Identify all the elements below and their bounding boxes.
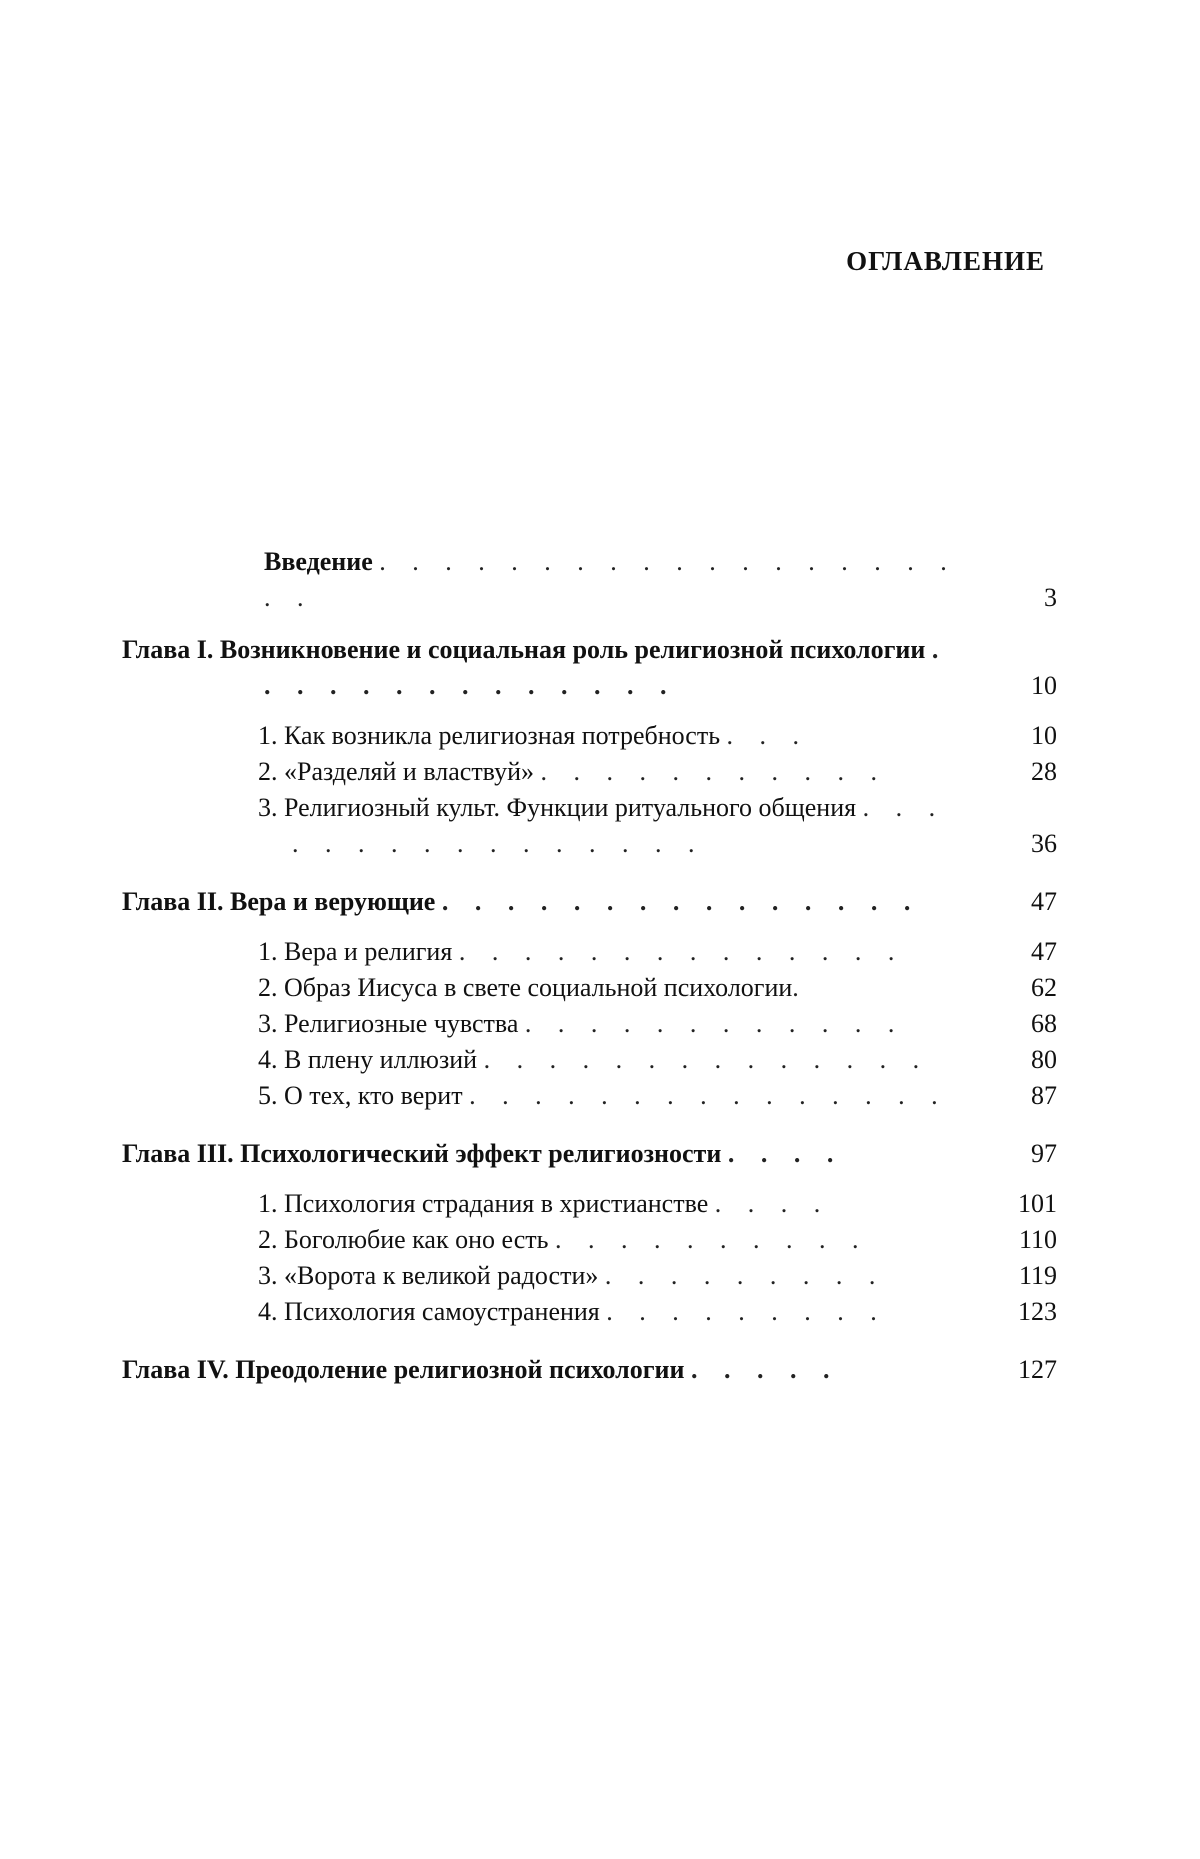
- section-title: 4. В плену иллюзий: [258, 1045, 478, 1074]
- page-number: 10: [1031, 721, 1057, 750]
- leader-dots: . . . . . . . . . .: [554, 1225, 869, 1254]
- page-number: 10: [1031, 671, 1057, 700]
- toc-section: [122, 1042, 1057, 1078]
- section-title: 2. Образ Иисуса в свете социальной психологии: [258, 973, 793, 1002]
- leader-dots: . . . . . . . . . . . . . . .: [441, 887, 921, 916]
- leader-dots: . . . .: [714, 1189, 831, 1218]
- chapter-title: Вера и верующие: [229, 887, 436, 916]
- section-title: 1. Психология страдания в христианстве: [258, 1189, 709, 1218]
- page-number: 127: [1018, 1355, 1057, 1384]
- page-number: 97: [1031, 1139, 1057, 1168]
- chapter-label: Глава II.: [122, 887, 224, 916]
- leader-dots: . . . . . . . . . . . . . .: [458, 937, 905, 966]
- toc-chapter-2: [122, 884, 1057, 920]
- chapter-title: Психологический эффект религиозности: [240, 1139, 722, 1168]
- page-number: 68: [1031, 1009, 1057, 1038]
- toc-chapter-3: [122, 1136, 1057, 1172]
- toc-section: [122, 1294, 1057, 1330]
- section-title: 2. «Разделяй и властвуй»: [258, 757, 534, 786]
- page-number: 87: [1031, 1081, 1057, 1110]
- leader-dots: . . . . . . . . . . . . . . . . . . . .: [264, 547, 957, 612]
- chapter-label: Глава III.: [122, 1139, 234, 1168]
- section-title: 3. Религиозный культ. Функции ритуального общения: [258, 793, 857, 822]
- page-number: 119: [1018, 1261, 1057, 1290]
- leader-dots: . . . . . . . . . . . .: [524, 1009, 905, 1038]
- leader-dots: . . .: [726, 721, 810, 750]
- section-title: 3. «Ворота к великой радости»: [258, 1261, 599, 1290]
- section-title: 3. Религиозные чувства: [258, 1009, 519, 1038]
- entry-title: Введение: [264, 547, 373, 576]
- toc-section: [122, 1006, 1057, 1042]
- leader-dots: .: [792, 973, 809, 1002]
- section-title: 2. Боголюбие как оно есть: [258, 1225, 549, 1254]
- page-number: 110: [1018, 1225, 1057, 1254]
- leader-dots: . . . . . . . . . . . . . . . .: [292, 793, 946, 858]
- toc-section: [122, 1222, 1057, 1258]
- page-number: 28: [1031, 757, 1057, 786]
- leader-dots: . . . . .: [690, 1355, 840, 1384]
- toc-section: [122, 754, 1057, 790]
- chapter-title: Возникновение и социальная роль религиозной психологии: [219, 635, 926, 664]
- leader-dots: . . . . . . . . . . . . . .: [483, 1045, 930, 1074]
- leader-dots: . . . . . . . . . . .: [540, 757, 887, 786]
- toc-chapter-4: [122, 1352, 1057, 1388]
- toc-section: [122, 1078, 1057, 1114]
- section-title: 1. Как возникла религиозная потребность: [258, 721, 721, 750]
- section-title: 1. Вера и религия: [258, 937, 453, 966]
- leader-dots: . . . . . . . . . . . . . .: [264, 635, 949, 700]
- chapter-label: Глава IV.: [122, 1355, 229, 1384]
- toc-chapter-1: [122, 632, 1057, 704]
- toc-section: [122, 970, 1057, 1006]
- page-number: 47: [1031, 887, 1057, 916]
- section-title: 5. О тех, кто верит: [258, 1081, 463, 1110]
- page-number: 3: [1044, 583, 1057, 612]
- section-title: 4. Психология самоустранения: [258, 1297, 600, 1326]
- page-number: 47: [1031, 937, 1057, 966]
- toc-entry-introduction: [122, 544, 1057, 616]
- page-number: 123: [1018, 1297, 1057, 1326]
- leader-dots: . . . .: [727, 1139, 844, 1168]
- table-of-contents: [122, 544, 1057, 1402]
- toc-section: [122, 790, 1057, 862]
- page-number: 80: [1031, 1045, 1057, 1074]
- toc-section: [122, 934, 1057, 970]
- page-title: ОГЛАВЛЕНИЕ: [846, 246, 1045, 276]
- toc-section: [122, 718, 1057, 754]
- toc-section: [122, 1258, 1057, 1294]
- leader-dots: . . . . . . . . . . . . . . .: [469, 1081, 948, 1110]
- leader-dots: . . . . . . . . .: [604, 1261, 886, 1290]
- chapter-title: Преодоление религиозной психологии: [235, 1355, 685, 1384]
- chapter-label: Глава I.: [122, 635, 214, 664]
- toc-section: [122, 1186, 1057, 1222]
- leader-dots: . . . . . . . . .: [606, 1297, 887, 1326]
- page-number: 101: [1018, 1189, 1057, 1218]
- page-number: 62: [1031, 973, 1057, 1002]
- page-number: 36: [1031, 829, 1057, 858]
